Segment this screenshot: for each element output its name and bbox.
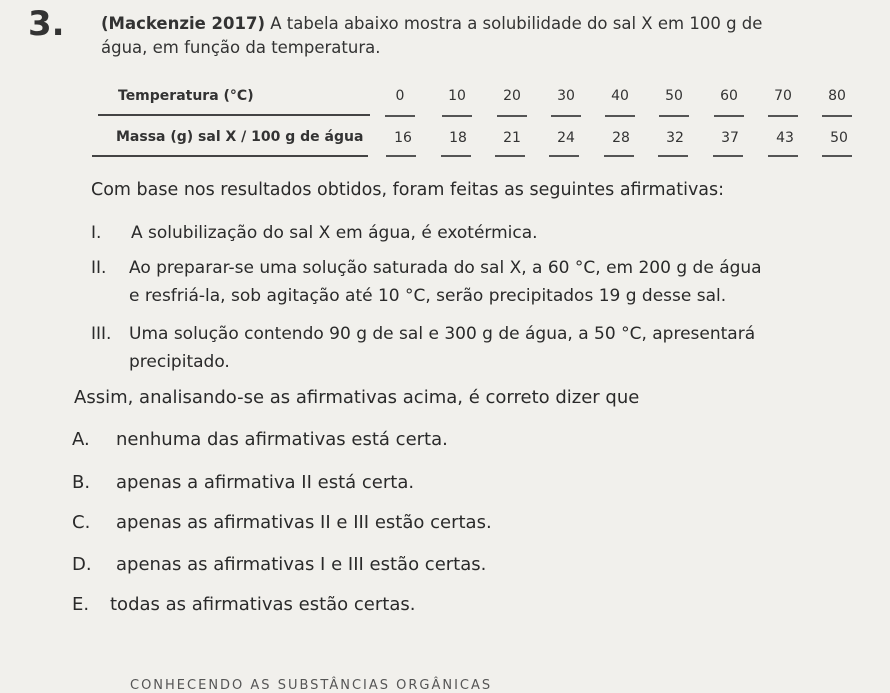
temperature-cell-rule (497, 115, 527, 117)
stem-line-2: água, em função da temperatura. (101, 38, 381, 57)
mass-row-label: Massa (g) sal X / 100 g de água (116, 129, 364, 145)
temperature-cell-rule (659, 115, 689, 117)
option-e-text: todas as afirmativas estão certas. (110, 594, 416, 615)
mass-cell: 50 (830, 130, 848, 146)
mass-cell-rule (604, 155, 634, 157)
mass-cell: 18 (449, 130, 467, 146)
mass-row-rule (92, 155, 368, 157)
temperature-cell: 70 (774, 88, 792, 104)
temperature-cell: 20 (503, 88, 521, 104)
mass-cell-rule (549, 155, 579, 157)
mass-cell: 37 (721, 130, 739, 146)
temperature-cell-rule (551, 115, 581, 117)
option-a-letter: A. (72, 429, 90, 450)
temperature-cell: 80 (828, 88, 846, 104)
page-footer (0, 676, 890, 693)
temperature-cell-rule (442, 115, 472, 117)
mass-cell-rule (386, 155, 416, 157)
statement-1-line-1: A solubilização do sal X em água, é exotérmica. (131, 223, 538, 243)
option-a[interactable] (72, 429, 448, 450)
option-b-letter: B. (72, 472, 91, 493)
stem-line-1: A tabela abaixo mostra a solubilidade do sal X em 100 g de (265, 14, 763, 33)
mass-cell-rule (713, 155, 743, 157)
statement-2-roman: II. (91, 258, 107, 278)
option-d-letter: D. (72, 554, 92, 575)
statement-3-line-1: Uma solução contendo 90 g de sal e 300 g de água, a 50 °C, apresentará (129, 324, 756, 344)
temperature-cell: 30 (557, 88, 575, 104)
temperature-cell: 60 (720, 88, 738, 104)
mass-cell: 21 (503, 130, 521, 146)
temperature-cell-rule (768, 115, 798, 117)
mass-cell: 28 (612, 130, 630, 146)
temperature-cell-rule (822, 115, 852, 117)
statement-3-roman: III. (91, 324, 112, 344)
footer-text: CONHECENDO AS SUBSTÂNCIAS ORGÂNICAS (130, 678, 493, 693)
temperature-row-rule (98, 114, 370, 116)
statement-1-roman: I. (91, 223, 102, 243)
question-source: (Mackenzie 2017) (101, 14, 266, 33)
mass-cell-rule (441, 155, 471, 157)
temperature-cell: 50 (665, 88, 683, 104)
statement-3-line-2: precipitado. (129, 352, 230, 372)
mass-cell-rule (822, 155, 852, 157)
option-b-text: apenas a afirmativa II está certa. (116, 472, 415, 493)
option-c[interactable] (72, 512, 492, 533)
option-d[interactable] (72, 554, 486, 575)
statement-3 (91, 320, 851, 380)
option-b[interactable] (72, 472, 414, 493)
mass-cell-rule (658, 155, 688, 157)
option-a-text: nenhuma das afirmativas está certa. (116, 429, 448, 450)
temperature-row-label: Temperatura (°C) (118, 88, 254, 104)
option-d-text: apenas as afirmativas I e III estão certas. (116, 554, 487, 575)
option-e-letter: E. (72, 594, 90, 615)
conclusion-text: Assim, analisando-se as afirmativas acima, é correto dizer que (74, 387, 640, 408)
mass-cell: 43 (776, 130, 794, 146)
statement-2 (91, 254, 851, 314)
statement-2-line-1: Ao preparar-se uma solução saturada do sal X, a 60 °C, em 200 g de água (129, 258, 762, 278)
temperature-cell-rule (714, 115, 744, 117)
intro-text: Com base nos resultados obtidos, foram feitas as seguintes afirmativas: (91, 180, 725, 200)
temperature-cell: 0 (395, 88, 405, 104)
mass-cell-rule (495, 155, 525, 157)
option-c-letter: C. (72, 512, 91, 533)
statement-1 (91, 219, 851, 249)
option-c-text: apenas as afirmativas II e III estão certas. (116, 512, 492, 533)
temperature-cell-rule (385, 115, 415, 117)
mass-cell: 24 (557, 130, 575, 146)
temperature-cell: 10 (448, 88, 466, 104)
question-number: 3. (28, 4, 65, 44)
mass-cell-rule (768, 155, 798, 157)
option-e[interactable] (72, 594, 415, 615)
solubility-table (0, 0, 890, 170)
statement-2-line-2: e resfriá-la, sob agitação até 10 °C, serão precipitados 19 g desse sal. (129, 286, 727, 306)
mass-cell: 32 (666, 130, 684, 146)
temperature-cell: 40 (611, 88, 629, 104)
mass-cell: 16 (394, 130, 412, 146)
temperature-cell-rule (605, 115, 635, 117)
